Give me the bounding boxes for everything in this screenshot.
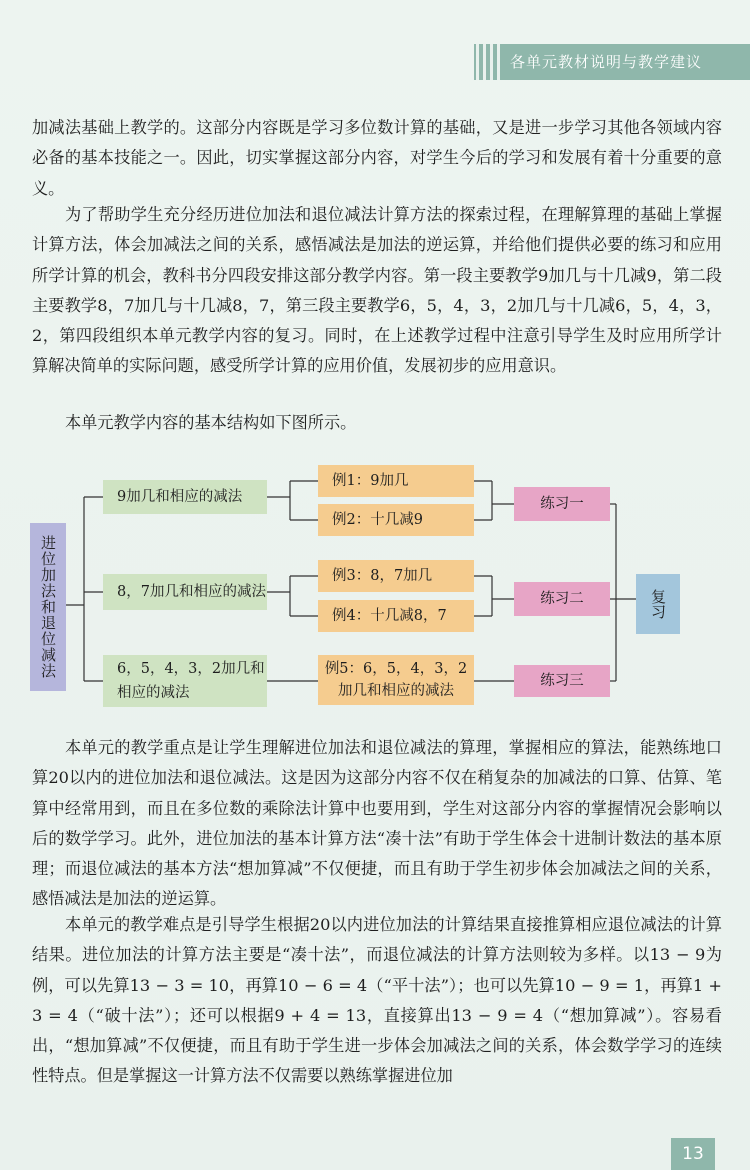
example-1: 例1：9加几 [318, 465, 474, 497]
segment-3: 6，5，4，3，2加几和相应的减法 [103, 655, 267, 707]
review-node: 复习 [636, 574, 680, 634]
example-4: 例4：十几减8，7 [318, 600, 474, 632]
paragraph-intro: 加减法基础上教学的。这部分内容既是学习多位数计算的基础，又是进一步学习其他各领域内容必备的基本技能之一。因此，切实掌握这部分内容，对学生今后的学习和发展有着十分重要的意义。 [32, 118, 722, 198]
segment-2: 8，7加几和相应的减法 [103, 574, 267, 610]
header-stripes-decoration [476, 44, 500, 80]
structure-diagram [0, 460, 750, 720]
exercise-1: 练习一 [514, 487, 610, 521]
paragraph-arrangement: 为了帮助学生充分经历进位加法和退位减法计算方法的探索过程，在理解算理的基础上掌握计算方法，体会加减法之间的关系，感悟减法是加法的逆运算，并给他们提供必要的练习和应用所学计算的机会，教科书分四段安排这部分教学内容。第一段主要教学9加几与十几减9，第二段主要教学8，7加几与十几减8，7，第三段主要教学6，5，4，3，2加几与十几减6，5，4，3，2，第四段组织本单元教学内容的复习。同时，在上述教学过程中注意引导学生及时应用所学计算解决简单的实际问题，感受所学计算的应用价值，发展初步的应用意识。 [32, 205, 722, 376]
example-2: 例2：十几减9 [318, 504, 474, 536]
exercise-2: 练习二 [514, 582, 610, 616]
example-5: 例5：6，5，4，3，2加几和相应的减法 [318, 655, 474, 705]
running-header-title: 各单元教材说明与教学建议 [510, 53, 703, 71]
segment-1: 9加几和相应的减法 [103, 480, 267, 514]
exercise-3: 练习三 [514, 665, 610, 697]
paragraph-structure-lead: 本单元教学内容的基本结构如下图所示。 [65, 413, 357, 432]
paragraph-difficulties: 本单元的教学难点是引导学生根据20以内进位加法的计算结果直接推算相应退位减法的计算结果。进位加法的计算方法主要是“凑十法”，而退位减法的计算方法则较为多样。以13 − 9为例，可以先算13 − 3 = 10，再算10 − 6 = 4（“平十法”）；也可以先算10 − 9 = 1，再算1 + 3 = 4（“破十法”）；还可以根据9 + 4 = 13，直接算出13 − 9 = 4（“想加算减”）。容易看出，“想加算减”不仅便捷，而且有助于学生进一步体会加减法之间的关系，体会数学学习的连续性特点。但是掌握这一计算方法不仅需要以熟练掌握进位加 [32, 915, 722, 1086]
paragraph-key-points: 本单元的教学重点是让学生理解进位加法和退位减法的算理，掌握相应的算法，能熟练地口算20以内的进位加法和退位减法。这是因为这部分内容不仅在稍复杂的加减法的口算、估算、笔算中经常用到，而且在多位数的乘除法计算中也要用到，学生对这部分内容的掌握情况会影响以后的数学学习。此外，进位加法的基本计算方法“凑十法”有助于学生体会十进制计数法的基本原理；而退位减法的基本方法“想加算减”不仅便捷，而且有助于学生初步体会加减法之间的关系，感悟减法是加法的逆运算。 [32, 738, 722, 909]
page-number: 13 [671, 1138, 715, 1170]
example-3: 例3：8，7加几 [318, 560, 474, 592]
root-node: 进位加法和退位减法 [30, 523, 66, 691]
